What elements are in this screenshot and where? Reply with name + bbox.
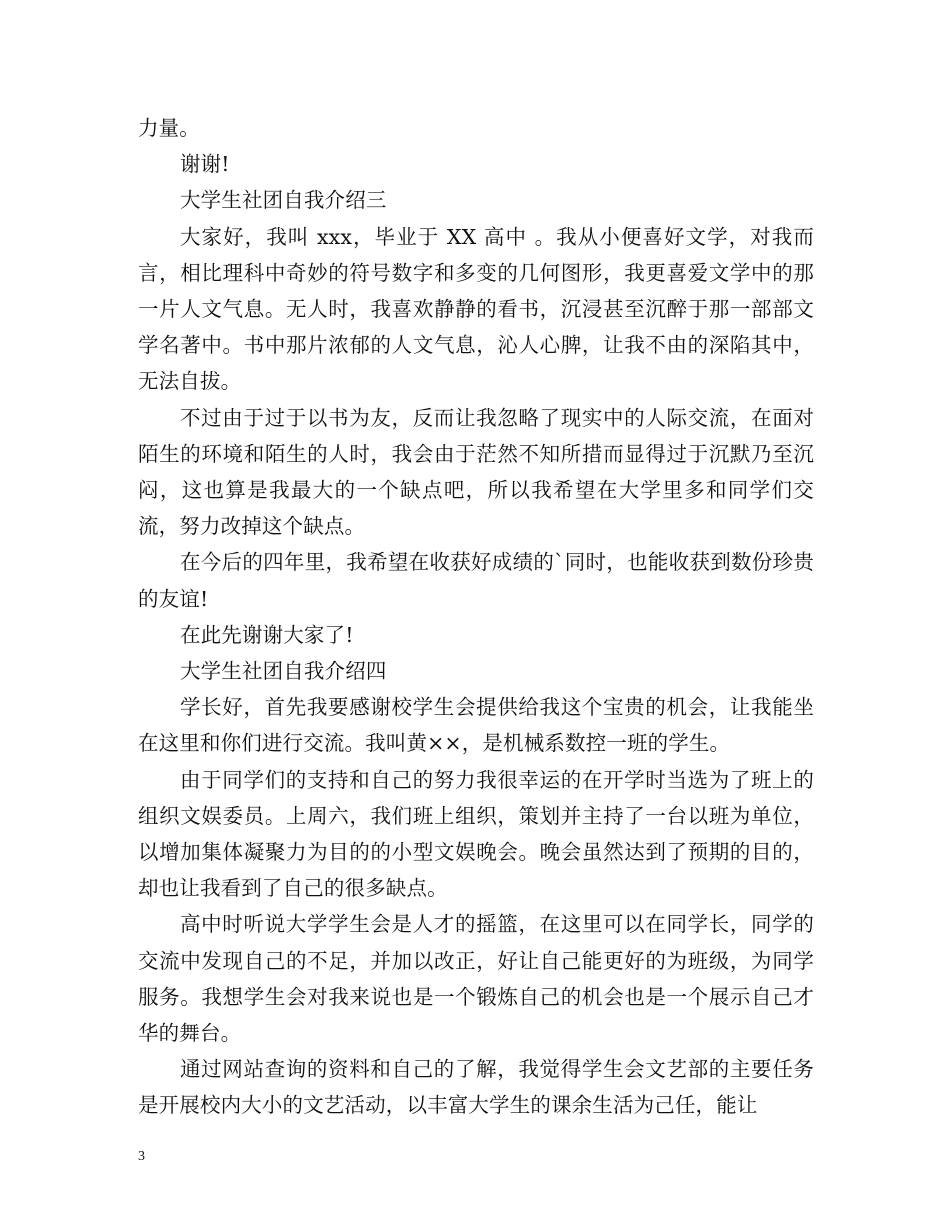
paragraph: 谢谢! bbox=[180, 152, 230, 177]
section-heading: 大学生社团自我介绍三 bbox=[180, 188, 387, 213]
section-heading: 大学生社团自我介绍四 bbox=[180, 659, 387, 684]
paragraph: 在此先谢谢大家了! bbox=[180, 622, 354, 647]
paragraph: 在今后的四年里，我希望在收获好成绩的`同时，也能收获到数份珍贵的友谊! bbox=[138, 550, 814, 611]
paragraph: 力量。 bbox=[138, 116, 200, 140]
page-number: 3 bbox=[138, 1149, 145, 1164]
body-text bbox=[138, 110, 814, 1124]
paragraph: 由于同学们的支持和自己的努力我很幸运的在开学时当选为了班上的组织文娱委员。上周六，我们班上组织，策划并主持了一台以班为单位，以增加集体凝聚力为目的的小型文娱晚会。晚会虽然达到了预期的目的，却也让我看到了自己的很多缺点。 bbox=[138, 767, 814, 901]
paragraph: 通过网站查询的资料和自己的了解，我觉得学生会文艺部的主要任务是开展校内大小的文艺活动，以丰富大学生的课余生活为己任，能让 bbox=[138, 1057, 814, 1118]
paragraph: 大家好，我叫 xxx，毕业于 XX 高中 。我从小便喜好文学，对我而言，相比理科中奇妙的符号数字和多变的几何图形，我更喜爱文学中的那一片人文气息。无人时，我喜欢静静的看书，沉浸甚至沉醉于那一部部文学名著中。书中那片浓郁的人文气息，沁人心脾，让我不由的深陷其中，无法自拔。 bbox=[138, 224, 814, 394]
paragraph: 高中时听说大学学生会是人才的摇篮，在这里可以在同学长，同学的交流中发现自己的不足，并加以改正，好让自己能更好的为班级，为同学服务。我想学生会对我来说也是一个锻炼自己的机会也是一个展示自己才华的舞台。 bbox=[138, 912, 814, 1046]
paragraph: 不过由于过于以书为友，反而让我忽略了现实中的人际交流，在面对陌生的环境和陌生的人时，我会由于茫然不知所措而显得过于沉默乃至沉闷，这也算是我最大的一个缺点吧，所以我希望在大学里多和同学们交流，努力改掉这个缺点。 bbox=[138, 405, 814, 539]
paragraph: 学长好，首先我要感谢校学生会提供给我这个宝贵的机会，让我能坐在这里和你们进行交流。我叫黄××，是机械系数控一班的学生。 bbox=[138, 695, 814, 756]
